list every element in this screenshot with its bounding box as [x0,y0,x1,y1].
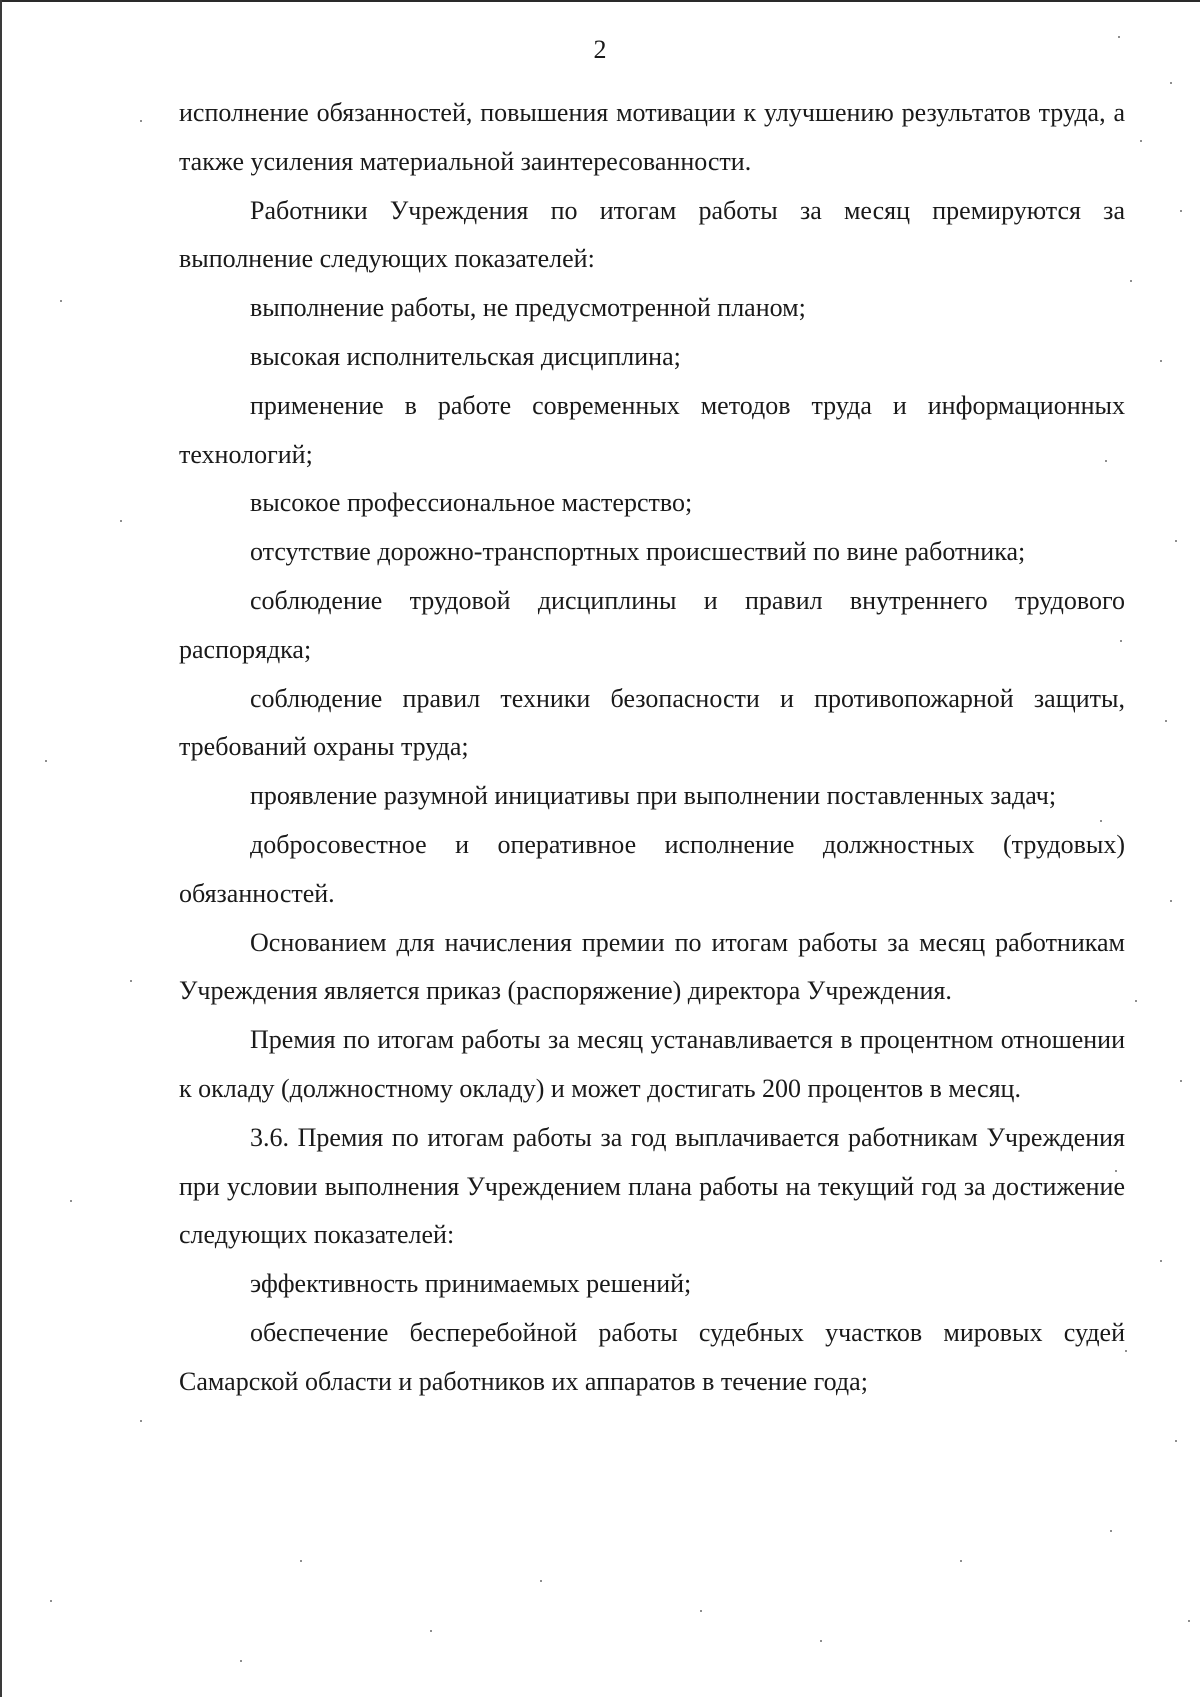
scan-speck [1160,360,1162,362]
indicator-item: проявление разумной инициативы при выполнении поставленных задач; [250,781,1057,811]
indicator-item: высокая исполнительская дисциплина; [250,341,681,371]
scan-speck [1135,1000,1137,1002]
scan-speck [1180,210,1182,212]
scan-speck [1125,1350,1127,1352]
indicator-item: применение в работе современных методов труда и информационных технологий; [179,390,1125,469]
paragraph-bonus-basis: Основанием для начисления премии по итогам работы за месяц работникам Учреждения является приказ (распоряжение) директора Учреждения. [179,927,1125,1006]
scan-speck [1130,280,1132,282]
scan-speck [240,1660,242,1662]
scan-speck [60,300,62,302]
scan-speck [1110,1530,1112,1532]
indicator-item: соблюдение трудовой дисциплины и правил внутреннего трудового распорядка; [179,585,1125,664]
scan-speck [1160,1260,1162,1262]
indicator-item: обеспечение бесперебойной работы судебных участков мировых судей Самарской области и работников их аппаратов в течение года; [179,1317,1125,1396]
paragraph-bonus-amount: Премия по итогам работы за месяц устанавливается в процентном отношении к окладу (должностному окладу) и может достигать 200 процентов в месяц. [179,1025,1125,1103]
scan-speck [700,1610,702,1612]
indicator-item: высокое профессиональное мастерство; [250,488,693,518]
scan-top-edge [0,0,1200,2]
scan-speck [1105,460,1107,462]
scan-speck [1180,1080,1182,1082]
scan-speck [140,1420,142,1422]
indicator-item: добросовестное и оперативное исполнение должностных (трудовых) обязанностей. [179,829,1125,908]
scan-speck [540,1580,542,1582]
scan-speck [1165,720,1167,722]
scan-speck [70,1200,72,1202]
scan-left-edge [0,0,2,1697]
scan-speck [1100,820,1102,822]
paragraph-section-3-6: 3.6. Премия по итогам работы за год выплачивается работникам Учреждения при условии выполнения Учреждением плана работы на текущий год за достижение следующих показателей: [179,1122,1125,1250]
indicator-item: отсутствие дорожно-транспортных происшествий по вине работника; [250,537,1026,567]
indicator-item: выполнение работы, не предусмотренной планом; [250,293,806,323]
scan-speck [1175,1440,1177,1442]
scan-speck [120,520,122,522]
scan-speck [1140,140,1142,142]
scan-speck [1118,36,1120,38]
scan-speck [430,1630,432,1632]
scan-speck [140,120,142,122]
scan-speck [1115,1170,1117,1172]
scan-speck [50,1600,52,1602]
indicator-item: эффективность принимаемых решений; [250,1269,692,1299]
scan-speck [300,1560,302,1562]
scan-speck [1170,82,1172,84]
scan-speck [1120,640,1122,642]
scan-speck [960,1560,962,1562]
scan-speck [1170,900,1172,902]
indicator-item: соблюдение правил техники безопасности и противопожарной защиты, требований охраны труда; [179,683,1125,762]
scan-speck [1188,1620,1190,1622]
paragraph-monthly-bonus-intro: Работники Учреждения по итогам работы за месяц премируются за выполнение следующих показателей: [179,195,1125,274]
scan-speck [820,1640,822,1642]
scan-speck [45,760,47,762]
page-number: 2 [593,35,607,64]
scan-speck [130,980,132,982]
document-body [179,89,1125,1407]
scan-speck [1175,540,1177,542]
paragraph-continuation: исполнение обязанностей, повышения мотивации к улучшению результатов труда, а также усиления материальной заинтересованности. [179,98,1125,176]
